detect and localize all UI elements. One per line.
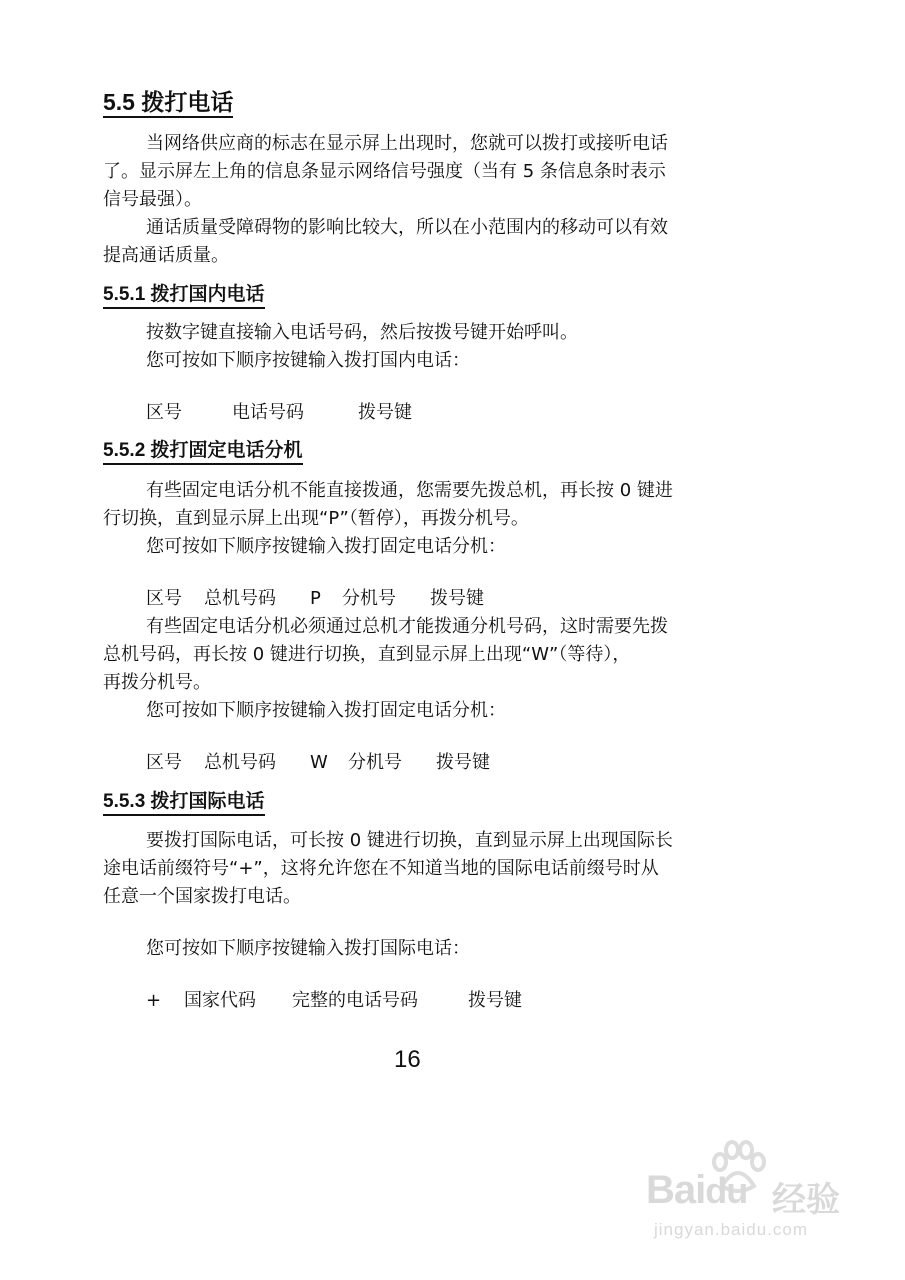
paragraph-line: 您可按如下顺序按键输入拨打固定电话分机： (146, 536, 506, 557)
sequence-item: 区号 (146, 588, 182, 609)
paragraph-line: 有些固定电话分机不能直接拨通，您需要先拨总机，再长按 0 键进 (146, 480, 673, 501)
key-sequence-extension-pause (146, 588, 746, 610)
paragraph-line: 当网络供应商的标志在显示屏上出现时，您就可以拨打或接听电话 (146, 133, 668, 154)
sequence-item: 拨号键 (358, 402, 412, 423)
paragraph-line: 提高通话质量。 (103, 245, 229, 266)
page-number: 16 (394, 1046, 421, 1073)
subsection-title-extension: 5.5.2 拨打固定电话分机 (103, 440, 303, 465)
key-sequence-extension-wait (146, 752, 746, 774)
paragraph-line: 再拨分机号。 (103, 672, 211, 693)
sequence-item: 总机号码 (204, 588, 276, 609)
key-sequence-international (146, 990, 746, 1012)
watermark-brand-cn: 经验 (772, 1180, 840, 1220)
sequence-item: 拨号键 (430, 588, 484, 609)
subsection-title-international: 5.5.3 拨打国际电话 (103, 791, 265, 816)
key-sequence-domestic (146, 402, 746, 424)
baidu-jingyan-watermark (640, 1140, 870, 1250)
paragraph-line: 任意一个国家拨打电话。 (103, 886, 301, 907)
paragraph-line: 要拨打国际电话，可长按 0 键进行切换，直到显示屏上出现国际长 (146, 830, 673, 851)
watermark-url: jingyan.baidu.com (654, 1220, 809, 1239)
paragraph-line: 信号最强）。 (103, 189, 202, 210)
subsection-title-domestic: 5.5.1 拨打国内电话 (103, 284, 265, 309)
paragraph-line: 您可按如下顺序按键输入拨打固定电话分机： (146, 700, 506, 721)
paragraph-line: 行切换，直到显示屏上出现“P”（暂停），再拨分机号。 (103, 508, 529, 529)
paragraph-line: 您可按如下顺序按键输入拨打国际电话： (146, 938, 470, 959)
paragraph-line: 途电话前缀符号“+”，这将允许您在不知道当地的国际电话前缀号时从 (103, 858, 659, 879)
sequence-item: W (310, 752, 328, 773)
sequence-item: P (310, 588, 321, 609)
paragraph-line: 您可按如下顺序按键输入拨打国内电话： (146, 350, 470, 371)
sequence-item: 完整的电话号码 (292, 990, 418, 1011)
section-title: 5.5 拨打电话 (103, 89, 233, 118)
watermark-brand: Baidu (646, 1168, 748, 1212)
sequence-item: 区号 (146, 402, 182, 423)
sequence-item: + (146, 990, 162, 1011)
paragraph-line: 有些固定电话分机必须通过总机才能拨通分机号码，这时需要先拨 (146, 616, 668, 637)
paragraph-line: 总机号码，再长按 0 键进行切换，直到显示屏上出现“W”（等待）， (103, 644, 631, 665)
paragraph-line: 按数字键直接输入电话号码，然后按拨号键开始呼叫。 (146, 322, 578, 343)
sequence-item: 国家代码 (184, 990, 256, 1011)
paragraph-line: 了。显示屏左上角的信息条显示网络信号强度（当有 5 条信息条时表示 (103, 161, 666, 182)
sequence-item: 拨号键 (436, 752, 490, 773)
sequence-item: 电话号码 (232, 402, 304, 423)
sequence-item: 拨号键 (468, 990, 522, 1011)
paragraph-line: 通话质量受障碍物的影响比较大，所以在小范围内的移动可以有效 (146, 217, 668, 238)
sequence-item: 分机号 (342, 588, 396, 609)
sequence-item: 总机号码 (204, 752, 276, 773)
sequence-item: 分机号 (348, 752, 402, 773)
sequence-item: 区号 (146, 752, 182, 773)
